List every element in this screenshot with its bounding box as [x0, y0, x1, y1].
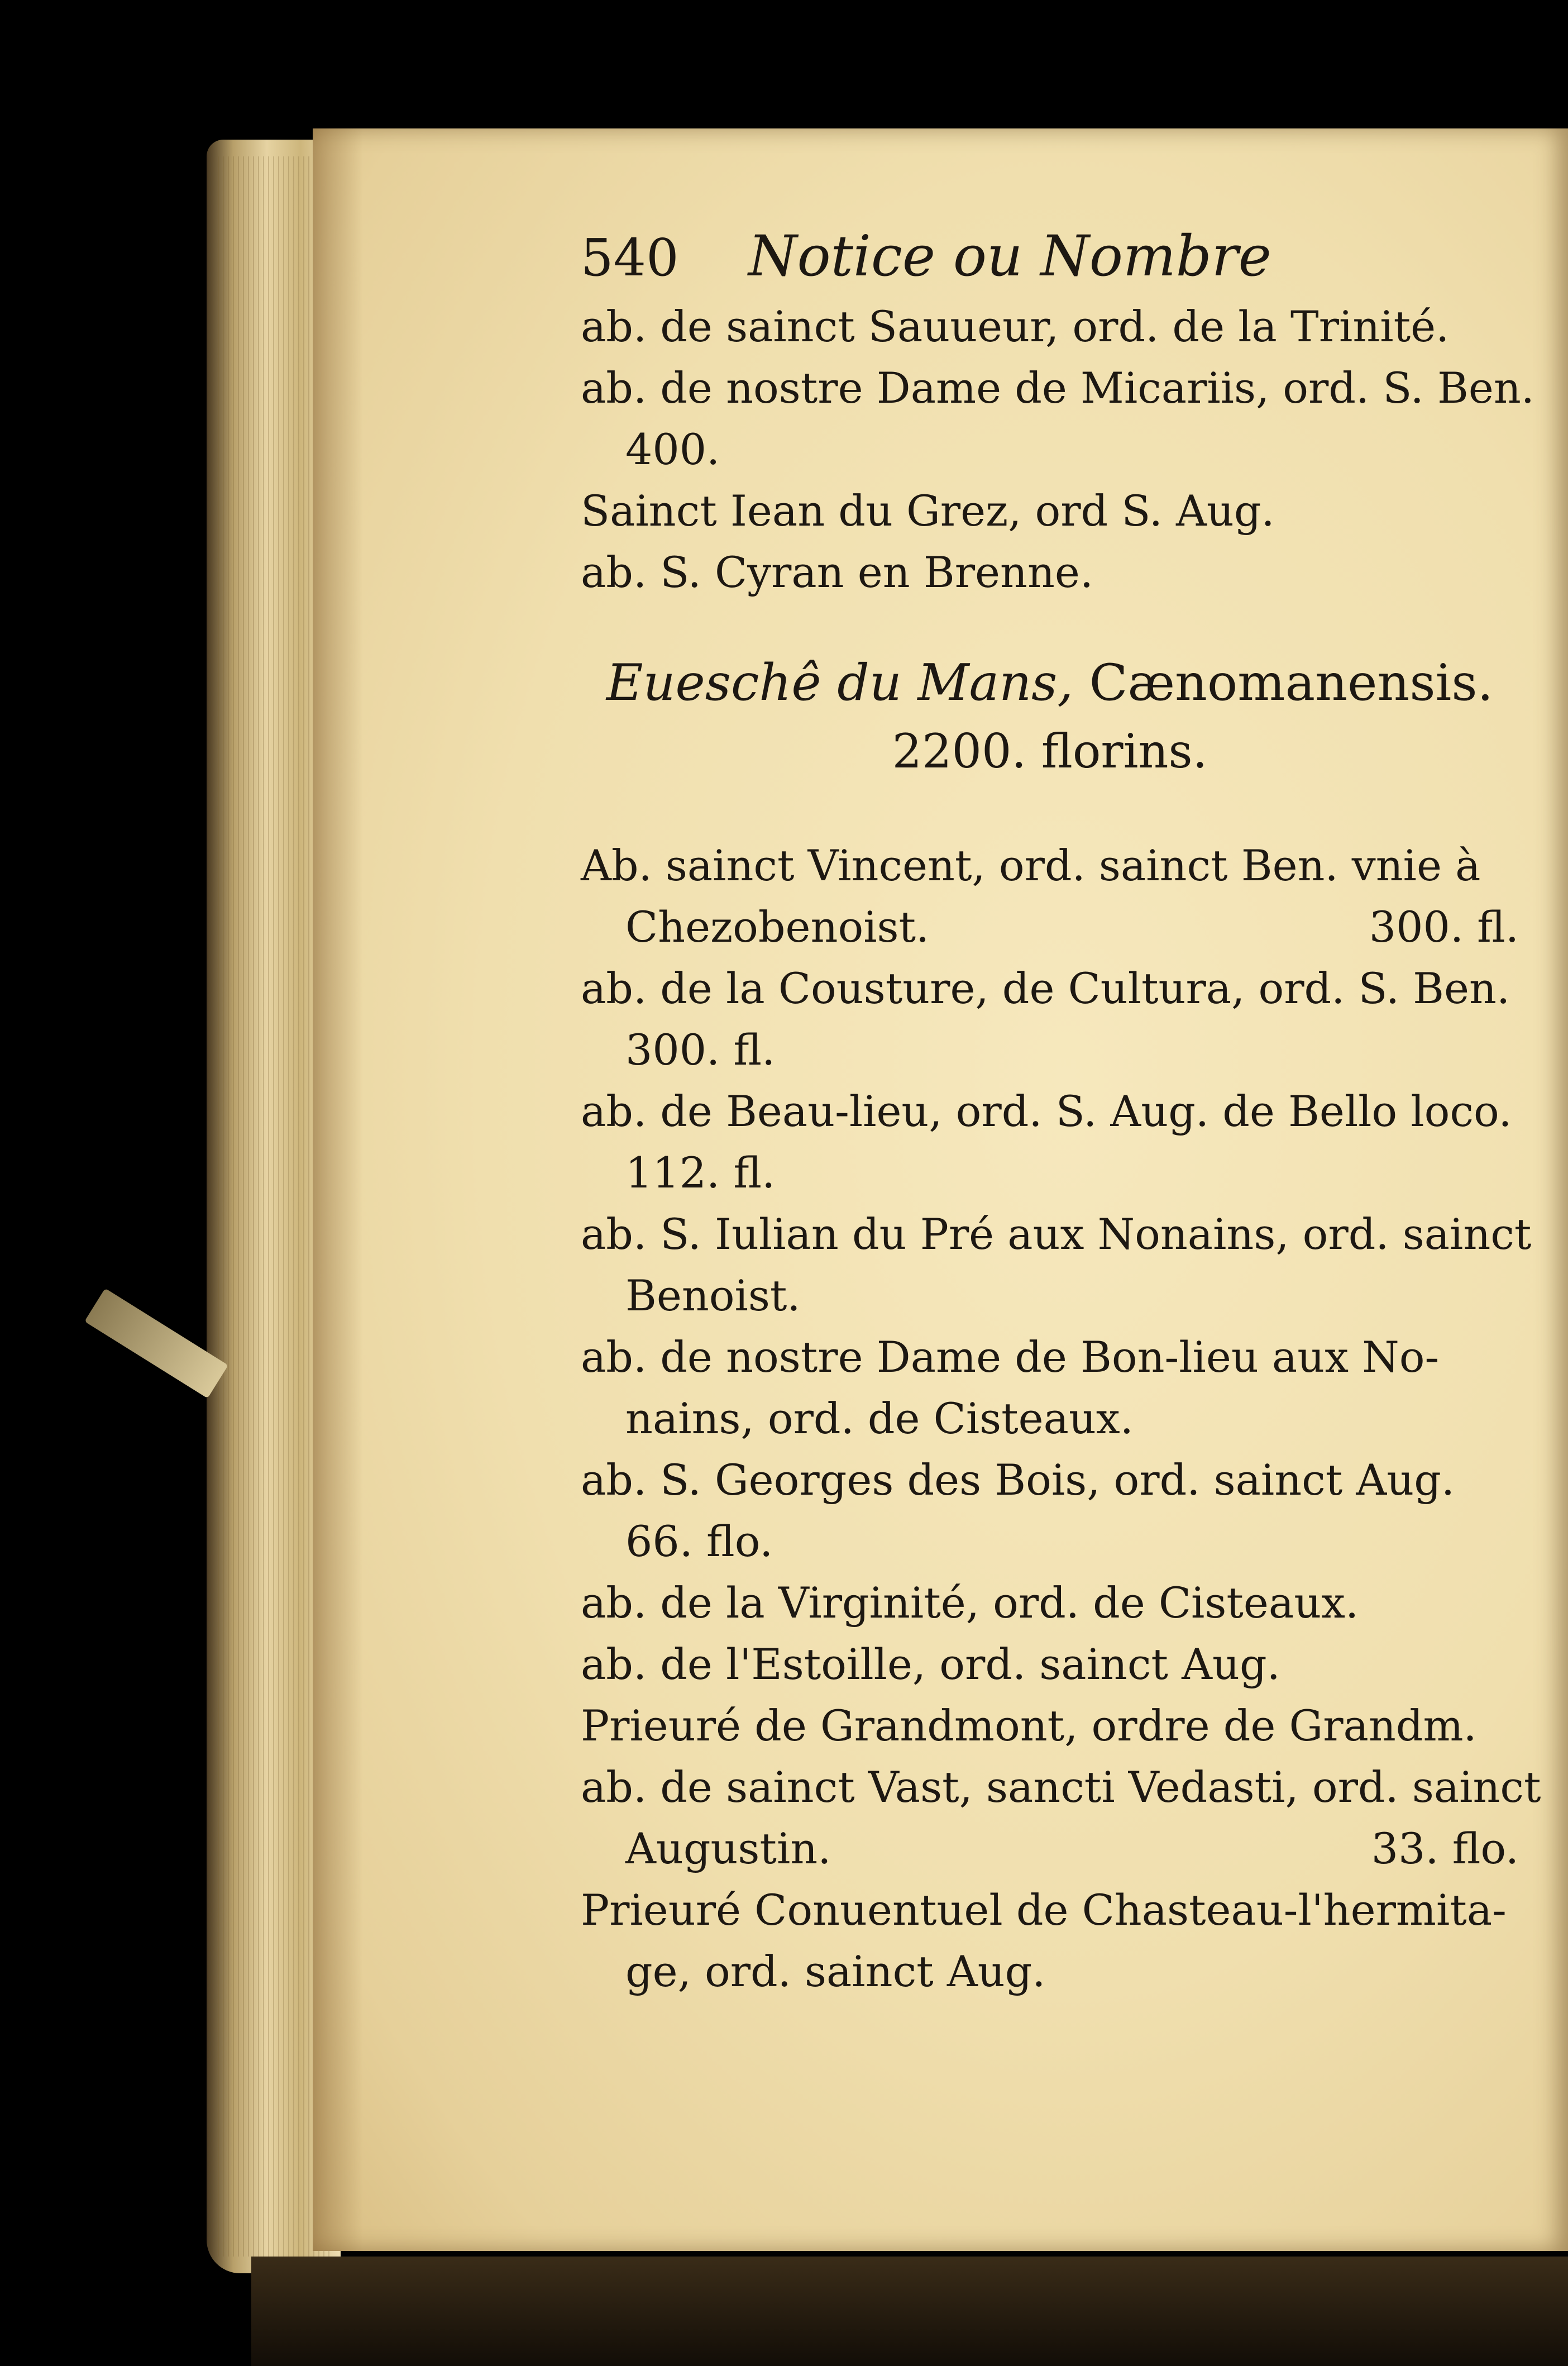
entry-line: ab. de la Cousture, de Cultura, ord. S. Ben. — [581, 963, 1510, 1013]
text-line: Sainct Iean du Grez, ord S. Aug. — [581, 486, 1275, 536]
entry-line: ab. de l'Estoille, ord. sainct Aug. — [581, 1639, 1280, 1689]
entry-line: Ab. sainct Vincent, ord. sainct Ben. vnie à — [581, 841, 1481, 890]
entry-amount: 300. fl. — [1369, 902, 1519, 952]
page-text — [581, 223, 1541, 2002]
entry-continuation-text: Benoist. — [625, 1271, 801, 1320]
bottom-shadow — [251, 2257, 1568, 2366]
entry-line: ab. de nostre Dame de Bon-lieu aux No- — [581, 1332, 1440, 1382]
running-title: Notice ou Nombre — [748, 223, 1271, 289]
entry-line: Prieuré de Grandmont, ordre de Grandm. — [581, 1701, 1477, 1750]
entry-line: ab. de la Virginité, ord. de Cisteaux. — [581, 1578, 1359, 1628]
entry-line: ab. S. Iulian du Pré aux Nonains, ord. sainct — [581, 1209, 1532, 1259]
gutter-shadow — [313, 128, 363, 2251]
entry-continuation-text: 66. flo. — [625, 1516, 773, 1566]
heading-italic: Eueschê du Mans, — [606, 653, 1073, 712]
entry-continuation-text: 300. fl. — [625, 1025, 776, 1075]
entry-continuation — [581, 1388, 1519, 1449]
entry-line: ab. de sainct Vast, sancti Vedasti, ord. sainct — [581, 1762, 1541, 1812]
entry-list — [581, 835, 1541, 2002]
entry-continuation — [581, 1818, 1519, 1880]
text-line: ab. S. Cyran en Brenne. — [581, 547, 1094, 597]
entry-line: ab. S. Georges des Bois, ord. sainct Aug. — [581, 1455, 1455, 1505]
entry-amount: 33. flo. — [1371, 1824, 1519, 1873]
entry-continuation-text: Augustin. — [625, 1824, 831, 1873]
entry-continuation — [581, 896, 1519, 958]
entry-continuation-text: 112. fl. — [625, 1148, 776, 1198]
entry-continuation — [581, 1941, 1519, 2002]
page-number: 540 — [581, 228, 679, 288]
page-header — [581, 223, 1519, 296]
text-line: ab. de sainct Sauueur, ord. de la Trinité. — [581, 302, 1450, 351]
section-revenue: 2200. florins. — [892, 724, 1208, 779]
text-line: 400. — [625, 424, 720, 474]
entry-continuation — [581, 1142, 1519, 1204]
heading-roman: Cænomanensis. — [1073, 653, 1494, 712]
entry-continuation-text: Chezobenoist. — [625, 902, 930, 952]
entry-continuation — [581, 1265, 1519, 1327]
entry-continuation — [581, 1511, 1519, 1572]
entry-continuation — [581, 1019, 1519, 1081]
section-heading — [581, 648, 1519, 718]
text-line: ab. de nostre Dame de Micariis, ord. S. Ben. — [581, 363, 1534, 413]
entry-continuation-text: ge, ord. sainct Aug. — [625, 1947, 1046, 1996]
entry-continuation-text: nains, ord. de Cisteaux. — [625, 1394, 1134, 1443]
entry-line: ab. de Beau-lieu, ord. S. Aug. de Bello loco. — [581, 1086, 1512, 1136]
entry-line: Prieuré Conuentuel de Chasteau-l'hermita- — [581, 1885, 1507, 1935]
